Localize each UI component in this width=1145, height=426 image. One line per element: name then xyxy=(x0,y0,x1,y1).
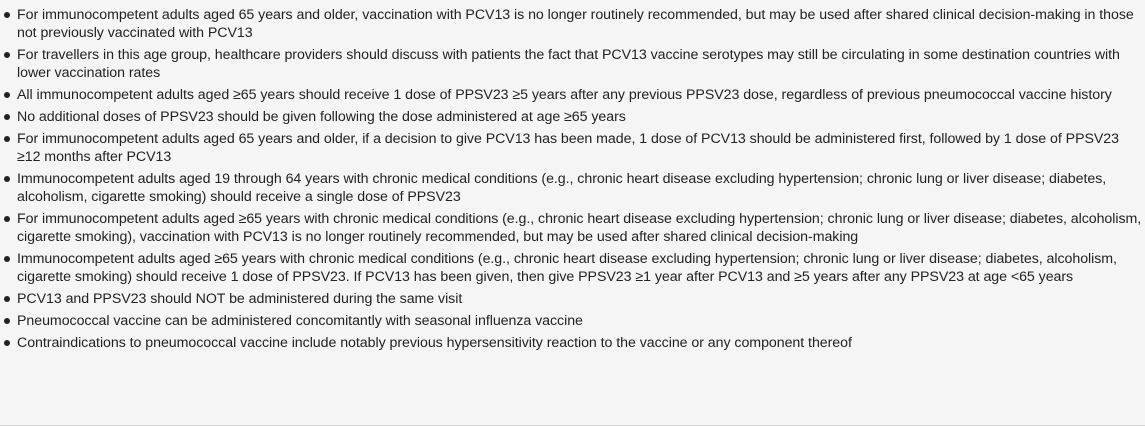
bullet-icon xyxy=(4,296,10,302)
list-item-text: Immunocompetent adults aged 19 through 64 years with chronic medical conditions (e.g., chronic heart disease excluding hypertension; chronic lung or liver disease; diabetes, alcoholism, cigarette smoking) should receive a single dose of PPSV23 xyxy=(17,171,1107,205)
list-item-text: For immunocompetent adults aged 65 years and older, vaccination with PCV13 is no longer routinely recommended, but may be used after shared clinical decision-making in those not previously vaccinated with PCV13 xyxy=(17,7,1134,41)
bullet-icon xyxy=(4,92,10,98)
list-item-text: No additional doses of PPSV23 should be given following the dose administered at age ≥65 years xyxy=(17,109,626,125)
list-item xyxy=(0,334,1145,352)
list-item-text: For immunocompetent adults aged ≥65 years with chronic medical conditions (e.g., chronic heart disease excluding hypertension; chronic lung or liver disease; diabetes, alcoholism, cigarette smoking), vaccination with PCV13 is no longer routinely recommended, but may be used after shared clinical decision-making xyxy=(17,211,1142,245)
list-item xyxy=(0,170,1145,206)
bullet-icon xyxy=(4,114,10,120)
bullet-icon xyxy=(4,12,10,18)
list-item xyxy=(0,6,1145,42)
list-item-text: Contraindications to pneumococcal vaccine include notably previous hypersensitivity reaction to the vaccine or any component thereof xyxy=(17,335,852,351)
bullet-icon xyxy=(4,318,10,324)
list-item xyxy=(0,86,1145,104)
list-item xyxy=(0,130,1145,166)
list-item xyxy=(0,250,1145,286)
bullet-icon xyxy=(4,340,10,346)
list-item-text: For immunocompetent adults aged 65 years and older, if a decision to give PCV13 has been made, 1 dose of PCV13 should be administered first, followed by 1 dose of PPSV23 ≥12 months after PCV13 xyxy=(17,131,1119,165)
list-item xyxy=(0,312,1145,330)
list-item-text: PCV13 and PPSV23 should NOT be administered during the same visit xyxy=(17,291,463,307)
bullet-icon xyxy=(4,52,10,58)
list-item-text: Pneumococcal vaccine can be administered concomitantly with seasonal influenza vaccine xyxy=(17,313,583,329)
bullet-icon xyxy=(4,256,10,262)
list-item-text: Immunocompetent adults aged ≥65 years with chronic medical conditions (e.g., chronic heart disease excluding hypertension; chronic lung or liver disease; diabetes, alcoholism, cigarette smoking) should receive 1 dose of PPSV23. If PCV13 has been given, then give PPSV23 ≥1 year after PCV13 and ≥5 years after any PPSV23 at age <65 years xyxy=(17,251,1117,285)
bullet-icon xyxy=(4,216,10,222)
bullet-icon xyxy=(4,136,10,142)
list-item-text: For travellers in this age group, healthcare providers should discuss with patients the fact that PCV13 vaccine serotypes may still be circulating in some destination countries with lower vaccination rates xyxy=(17,47,1120,81)
list-item xyxy=(0,210,1145,246)
list-item xyxy=(0,108,1145,126)
list-item-text: All immunocompetent adults aged ≥65 years should receive 1 dose of PPSV23 ≥5 years after any previous PPSV23 dose, regardless of previous pneumococcal vaccine history xyxy=(17,87,1112,103)
list-item xyxy=(0,46,1145,82)
bullet-icon xyxy=(4,176,10,182)
list-item xyxy=(0,290,1145,308)
